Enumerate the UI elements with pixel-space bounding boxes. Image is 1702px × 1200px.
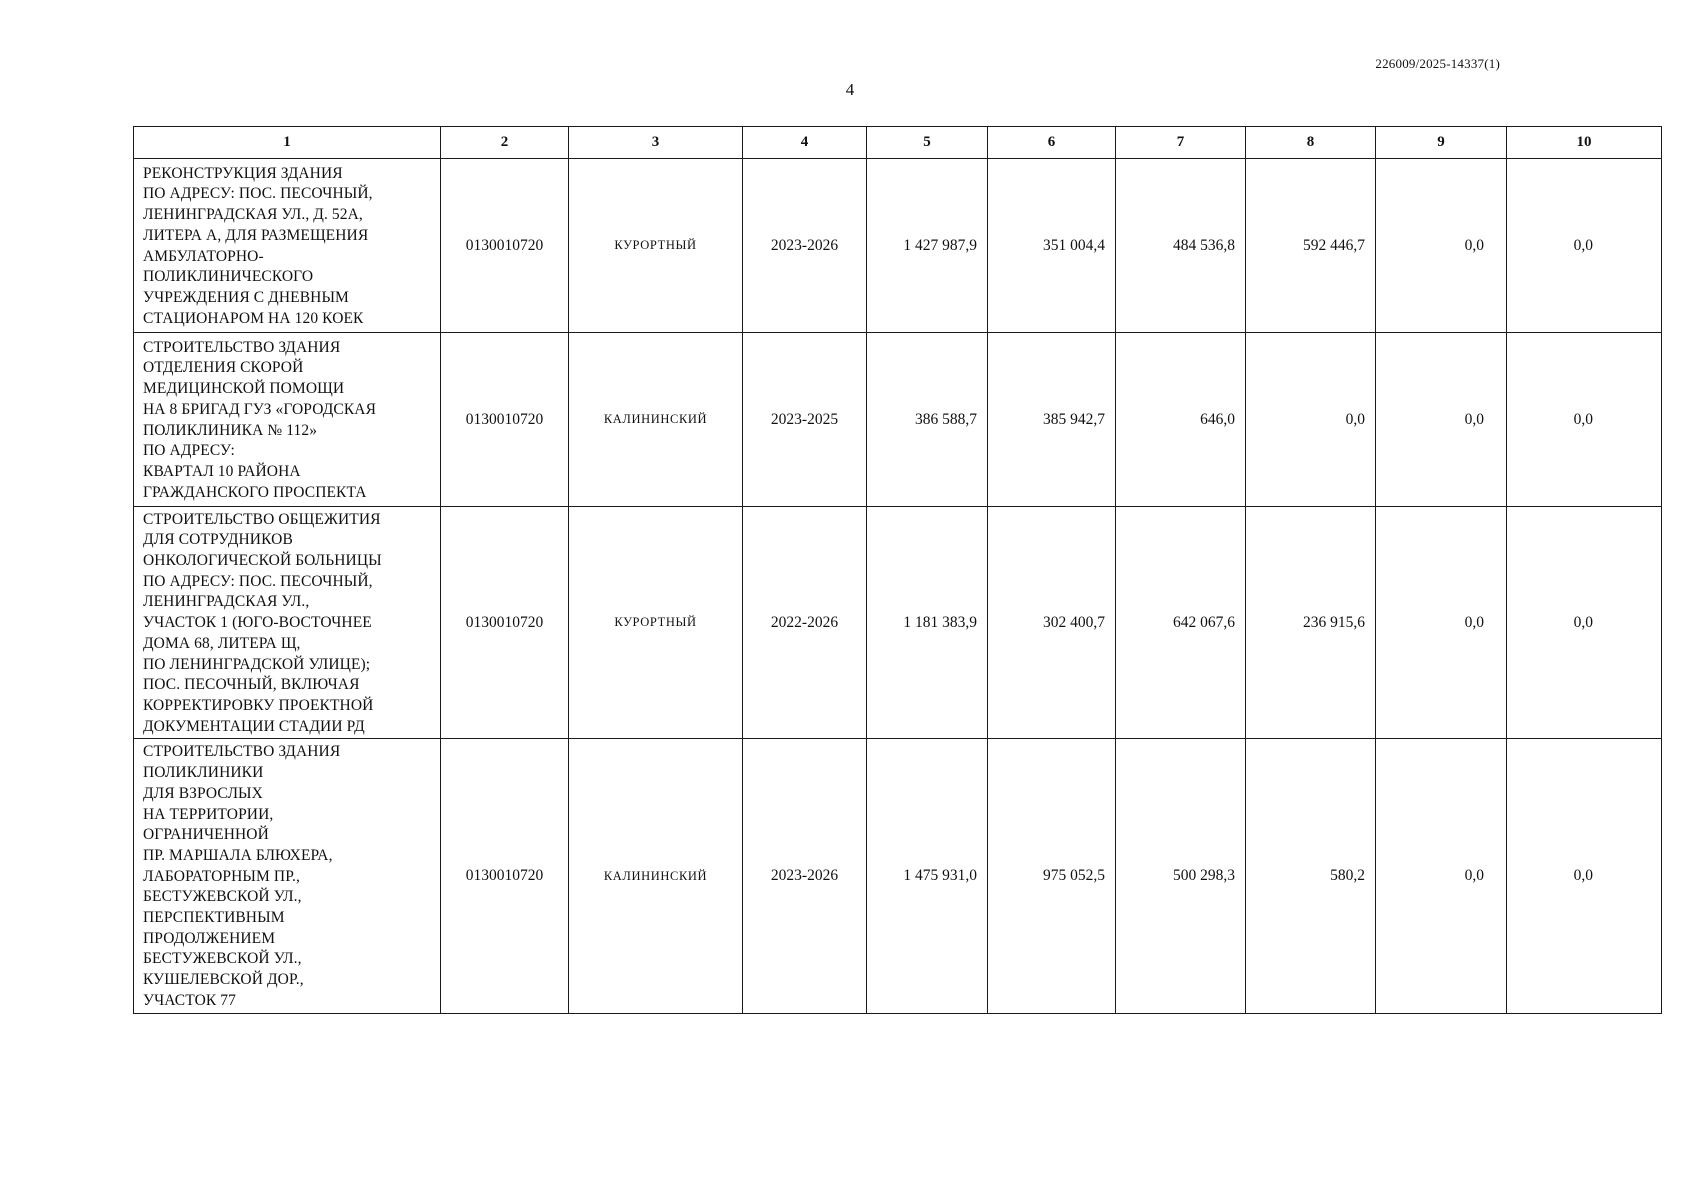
value-col5: 1 181 383,9 bbox=[867, 507, 988, 739]
period: 2022-2026 bbox=[743, 507, 867, 739]
value-col10: 0,0 bbox=[1507, 507, 1662, 739]
column-header-10: 10 bbox=[1507, 127, 1662, 159]
value-col6: 302 400,7 bbox=[988, 507, 1116, 739]
table-row bbox=[134, 333, 1662, 507]
table-row bbox=[134, 159, 1662, 333]
table-header-row bbox=[134, 127, 1662, 159]
budget-table bbox=[133, 126, 1662, 1014]
column-header-6: 6 bbox=[988, 127, 1116, 159]
period: 2023-2026 bbox=[743, 739, 867, 1014]
value-col6: 385 942,7 bbox=[988, 333, 1116, 507]
column-header-8: 8 bbox=[1246, 127, 1376, 159]
column-header-1: 1 bbox=[134, 127, 441, 159]
period: 2023-2025 bbox=[743, 333, 867, 507]
value-col8: 0,0 bbox=[1246, 333, 1376, 507]
value-col10: 0,0 bbox=[1507, 333, 1662, 507]
district: КУРОРТНЫЙ bbox=[569, 159, 743, 333]
value-col5: 1 427 987,9 bbox=[867, 159, 988, 333]
budget-code: 0130010720 bbox=[441, 507, 569, 739]
value-col10: 0,0 bbox=[1507, 159, 1662, 333]
budget-code: 0130010720 bbox=[441, 333, 569, 507]
column-header-2: 2 bbox=[441, 127, 569, 159]
budget-code: 0130010720 bbox=[441, 739, 569, 1014]
period: 2023-2026 bbox=[743, 159, 867, 333]
budget-code: 0130010720 bbox=[441, 159, 569, 333]
value-col7: 500 298,3 bbox=[1116, 739, 1246, 1014]
document-id: 226009/2025-14337(1) bbox=[1375, 56, 1500, 71]
object-name: СТРОИТЕЛЬСТВО ЗДАНИЯ ОТДЕЛЕНИЯ СКОРОЙ МЕДИЦИНСКОЙ ПОМОЩИ НА 8 БРИГАД ГУЗ «ГОРОДСКАЯ ПОЛИКЛИНИКА № 112» ПО АДРЕСУ: КВАРТАЛ 10 РАЙОНА ГРАЖДАНСКОГО ПРОСПЕКТА bbox=[134, 333, 441, 507]
value-col5: 1 475 931,0 bbox=[867, 739, 988, 1014]
column-header-3: 3 bbox=[569, 127, 743, 159]
value-col9: 0,0 bbox=[1376, 739, 1507, 1014]
value-col7: 646,0 bbox=[1116, 333, 1246, 507]
table-row bbox=[134, 739, 1662, 1014]
value-col10: 0,0 bbox=[1507, 739, 1662, 1014]
value-col6: 351 004,4 bbox=[988, 159, 1116, 333]
column-header-7: 7 bbox=[1116, 127, 1246, 159]
object-name: СТРОИТЕЛЬСТВО ОБЩЕЖИТИЯ ДЛЯ СОТРУДНИКОВ ОНКОЛОГИЧЕСКОЙ БОЛЬНИЦЫ ПО АДРЕСУ: ПОС. ПЕСОЧНЫЙ, ЛЕНИНГРАДСКАЯ УЛ., УЧАСТОК 1 (ЮГО-ВОСТОЧНЕЕ ДОМА 68, ЛИТЕРА Щ, ПО ЛЕНИНГРАДСКОЙ УЛИЦЕ); ПОС. ПЕСОЧНЫЙ, ВКЛЮЧАЯ КОРРЕКТИРОВКУ ПРОЕКТНОЙ ДОКУМЕНТАЦИИ СТАДИИ РД bbox=[134, 507, 441, 739]
page-number: 4 bbox=[845, 80, 855, 99]
column-header-9: 9 bbox=[1376, 127, 1507, 159]
district: КАЛИНИНСКИЙ bbox=[569, 739, 743, 1014]
value-col7: 642 067,6 bbox=[1116, 507, 1246, 739]
district: КУРОРТНЫЙ bbox=[569, 507, 743, 739]
value-col8: 236 915,6 bbox=[1246, 507, 1376, 739]
column-header-4: 4 bbox=[743, 127, 867, 159]
value-col8: 580,2 bbox=[1246, 739, 1376, 1014]
district: КАЛИНИНСКИЙ bbox=[569, 333, 743, 507]
value-col9: 0,0 bbox=[1376, 507, 1507, 739]
value-col8: 592 446,7 bbox=[1246, 159, 1376, 333]
value-col9: 0,0 bbox=[1376, 333, 1507, 507]
value-col9: 0,0 bbox=[1376, 159, 1507, 333]
object-name: СТРОИТЕЛЬСТВО ЗДАНИЯ ПОЛИКЛИНИКИ ДЛЯ ВЗРОСЛЫХ НА ТЕРРИТОРИИ, ОГРАНИЧЕННОЙ ПР. МАРШАЛА БЛЮХЕРА, ЛАБОРАТОРНЫМ ПР., БЕСТУЖЕВСКОЙ УЛ., ПЕРСПЕКТИВНЫМ ПРОДОЛЖЕНИЕМ БЕСТУЖЕВСКОЙ УЛ., КУШЕЛЕВСКОЙ ДОР., УЧАСТОК 77 bbox=[134, 739, 441, 1014]
value-col6: 975 052,5 bbox=[988, 739, 1116, 1014]
table-row bbox=[134, 507, 1662, 739]
value-col7: 484 536,8 bbox=[1116, 159, 1246, 333]
object-name: РЕКОНСТРУКЦИЯ ЗДАНИЯ ПО АДРЕСУ: ПОС. ПЕСОЧНЫЙ, ЛЕНИНГРАДСКАЯ УЛ., Д. 52А, ЛИТЕРА А, ДЛЯ РАЗМЕЩЕНИЯ АМБУЛАТОРНО- ПОЛИКЛИНИЧЕСКОГО УЧРЕЖДЕНИЯ С ДНЕВНЫМ СТАЦИОНАРОМ НА 120 КОЕК bbox=[134, 159, 441, 333]
column-header-5: 5 bbox=[867, 127, 988, 159]
value-col5: 386 588,7 bbox=[867, 333, 988, 507]
